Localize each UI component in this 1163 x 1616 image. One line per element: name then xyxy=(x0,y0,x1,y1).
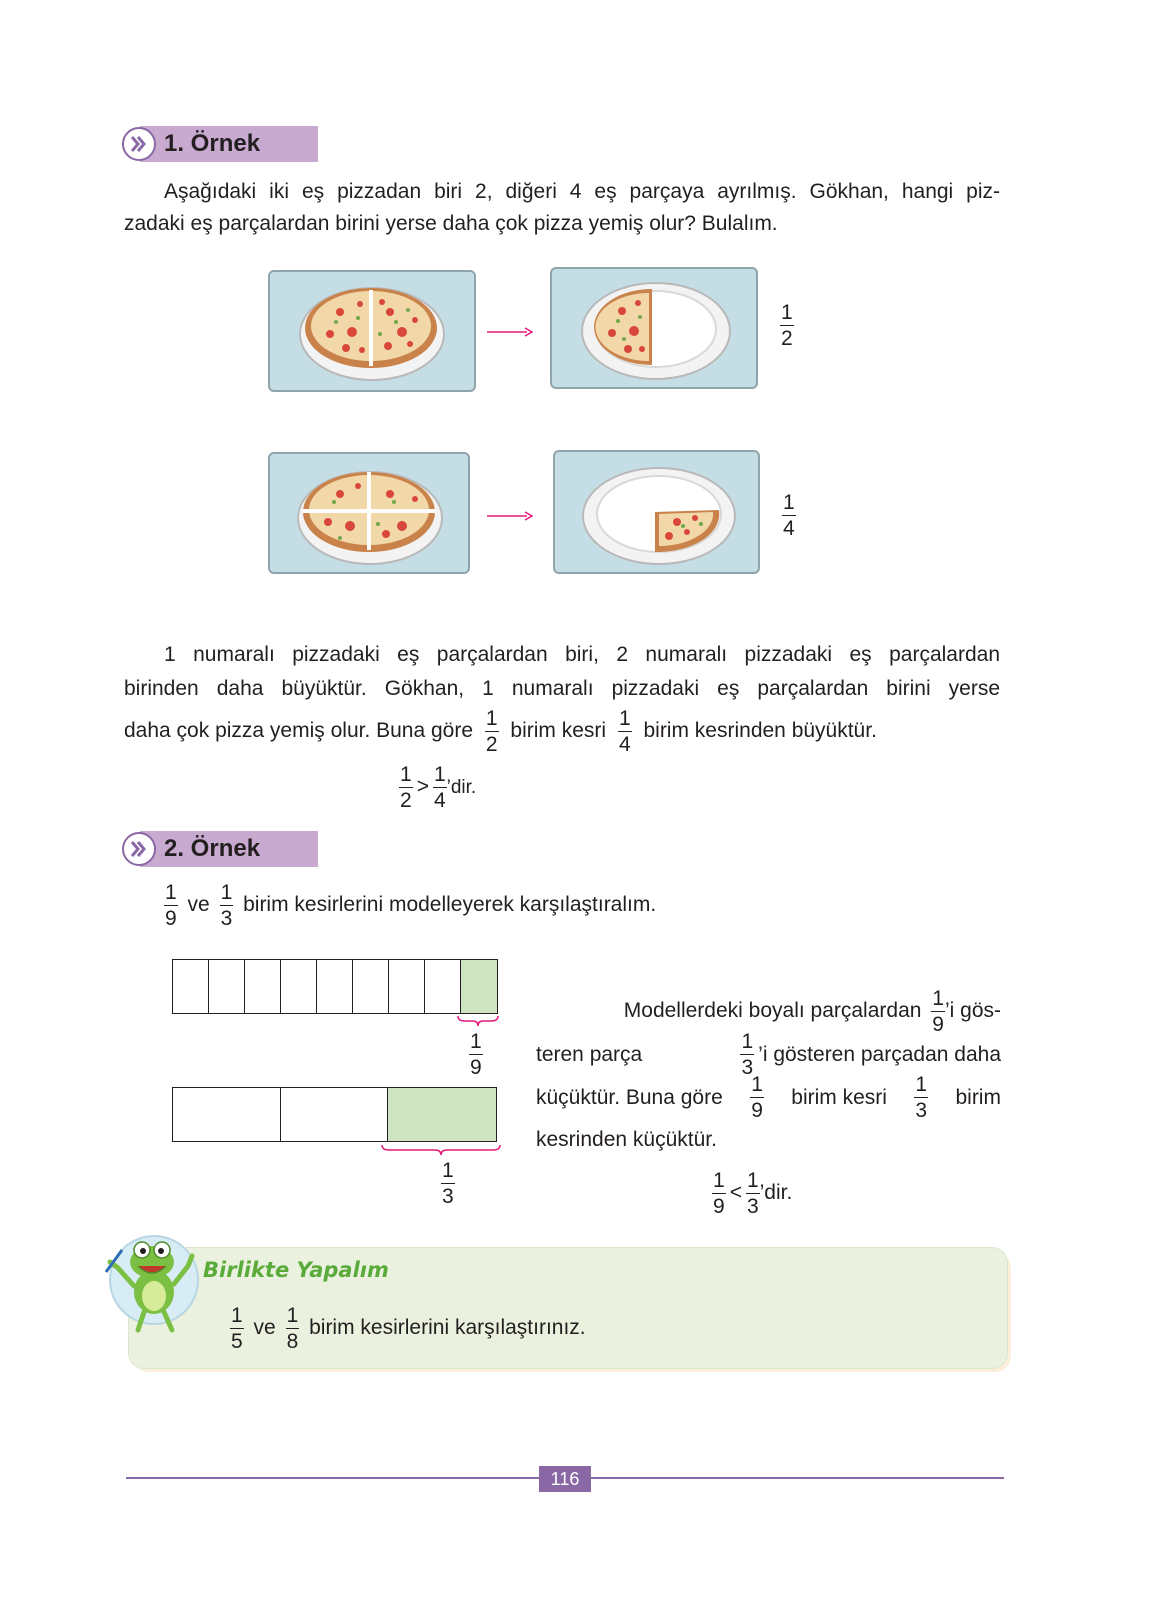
double-chevron-icon xyxy=(122,832,156,866)
fraction-numerator: 1 xyxy=(618,706,631,730)
fraction-ninth xyxy=(712,1170,726,1217)
fraction-denominator: 3 xyxy=(746,1194,759,1218)
para-text: birim kesri xyxy=(791,1085,887,1109)
example-1-para-line1: 1 numaralı pizzadaki eş parçalardan biri, 2 numaralı pizzadaki eş parçalardan xyxy=(164,643,1000,666)
fraction-third xyxy=(914,1074,928,1121)
model-cell xyxy=(209,960,245,1013)
para-text: birim kesrinden büyüktür. xyxy=(643,719,877,742)
model-cell xyxy=(281,1088,389,1141)
fraction-numerator: 1 xyxy=(932,987,944,1010)
fraction-numerator: 1 xyxy=(746,1168,759,1192)
example-2-para-line1 xyxy=(536,988,1001,1035)
fraction-denominator: 4 xyxy=(433,788,446,812)
model-cell xyxy=(245,960,281,1013)
fraction-denominator: 8 xyxy=(286,1329,299,1353)
fraction-fifth xyxy=(230,1305,244,1352)
example-2-intro xyxy=(160,880,656,930)
fraction-denominator: 9 xyxy=(751,1099,763,1122)
double-chevron-icon xyxy=(122,127,156,161)
fraction-third xyxy=(740,1031,754,1078)
example-1-para-line3 xyxy=(124,706,1024,756)
fraction-denominator: 3 xyxy=(741,1056,754,1079)
fraction-numerator: 1 xyxy=(741,1030,754,1053)
fraction-denominator: 2 xyxy=(485,732,498,756)
fraction-quarter xyxy=(618,708,632,755)
fraction-third xyxy=(220,882,234,929)
fraction-ninth xyxy=(164,882,178,929)
fraction-ninth xyxy=(750,1074,764,1121)
fraction-numerator: 1 xyxy=(485,706,498,730)
example-1-para-line2: birinden daha büyüktür. Gökhan, 1 numaralı pizzadaki eş parçalardan birini yerse xyxy=(124,677,1000,700)
frog-mascot-icon xyxy=(100,1226,200,1341)
model-cell xyxy=(173,1088,281,1141)
fraction-numerator: 1 xyxy=(470,1030,482,1053)
pizza-half-image xyxy=(552,269,756,387)
para-text: Modellerdeki boyalı parçalardan xyxy=(623,999,922,1023)
comparison-half-quarter xyxy=(395,762,476,813)
fraction-numerator: 1 xyxy=(400,762,412,786)
example-1-intro-line2: zadaki eş parçalardan birini yerse daha çok pizza yemiş olur? Bulalım. xyxy=(124,212,778,235)
fraction-numerator: 1 xyxy=(286,1303,299,1327)
fraction-numerator: 1 xyxy=(220,880,233,904)
pizza-quarter-image xyxy=(555,452,758,572)
para-text: ’i gösteren parçadan daha xyxy=(758,1042,1001,1066)
fraction-third-label xyxy=(441,1160,455,1207)
model-cell xyxy=(425,960,461,1013)
fraction-denominator: 3 xyxy=(220,906,233,930)
fraction-ninth-label xyxy=(469,1031,483,1078)
fraction-numerator: 1 xyxy=(751,1073,763,1096)
fraction-numerator: 1 xyxy=(915,1073,928,1096)
example-1-intro-line1: Aşağıdaki iki eş pizzadan biri 2, diğeri 4 eş parçaya ayrılmış. Gökhan, hangi piz- xyxy=(164,180,1000,203)
fraction-numerator: 1 xyxy=(781,301,793,324)
arrow-right-icon xyxy=(487,509,533,528)
fraction-denominator: 4 xyxy=(618,732,631,756)
fraction-denominator: 9 xyxy=(713,1194,725,1218)
fraction-denominator: 4 xyxy=(783,517,795,540)
fraction-half xyxy=(485,708,499,755)
model-cell xyxy=(173,960,209,1013)
fraction-denominator: 2 xyxy=(781,327,793,350)
para-text: birim kesri xyxy=(510,719,607,742)
fraction-numerator: 1 xyxy=(433,762,446,786)
fraction-quarter-label xyxy=(782,492,796,539)
fraction-numerator: 1 xyxy=(783,491,795,514)
arrow-right-icon xyxy=(487,325,533,344)
together-task xyxy=(226,1303,586,1353)
pizza-quarters-image xyxy=(270,454,468,572)
example-1-badge xyxy=(122,126,322,162)
model-cell xyxy=(389,960,425,1013)
example-2-para-line3 xyxy=(536,1074,1001,1121)
model-thirds xyxy=(172,1087,497,1142)
para-fraction-group xyxy=(736,1031,1001,1078)
model-cell-shaded xyxy=(461,960,497,1013)
comparison-suffix: ’dir. xyxy=(759,1181,793,1204)
page-number: 116 xyxy=(539,1466,591,1492)
badge-title: 1. Örnek xyxy=(164,130,261,157)
intro-text: birim kesirlerini modelleyerek karşılaştıralım. xyxy=(243,893,657,916)
example-2-badge xyxy=(122,831,322,867)
model-ninths xyxy=(172,959,498,1014)
fraction-half-label xyxy=(780,302,794,349)
fraction-denominator: 3 xyxy=(442,1185,454,1208)
fraction-numerator: 1 xyxy=(713,1168,725,1192)
example-2-para-line4: kesrinden küçüktür. xyxy=(536,1128,717,1151)
pizza-panel-whole-halves xyxy=(268,270,476,392)
para-text: küçüktür. Buna göre xyxy=(536,1085,723,1109)
comparison-sign: > xyxy=(416,775,429,798)
fraction-numerator: 1 xyxy=(231,1303,243,1327)
badge-title: 2. Örnek xyxy=(164,835,261,862)
pizza-halves-image xyxy=(270,272,474,390)
fraction-numerator: 1 xyxy=(165,880,177,904)
para-text: birim xyxy=(955,1085,1001,1109)
fraction-denominator: 5 xyxy=(231,1329,243,1353)
model-cell xyxy=(281,960,317,1013)
fraction-eighth xyxy=(286,1305,300,1352)
model-cell-shaded xyxy=(388,1088,496,1141)
para-text: ’i gös- xyxy=(944,999,1001,1023)
para-text: daha çok pizza yemiş olur. Buna göre xyxy=(124,719,474,742)
fraction-ninth xyxy=(931,988,945,1035)
comparison-sign: < xyxy=(729,1181,742,1204)
intro-ve: ve xyxy=(187,893,210,916)
model-cell xyxy=(353,960,389,1013)
pizza-panel-half-eaten xyxy=(550,267,758,389)
fraction-denominator: 2 xyxy=(400,788,412,812)
fraction-third xyxy=(746,1170,760,1217)
fraction-numerator: 1 xyxy=(442,1159,454,1182)
comparison-suffix: ’dir. xyxy=(446,777,477,798)
example-2-para-line2 xyxy=(536,1031,1001,1078)
together-title: Birlikte Yapalım xyxy=(203,1258,389,1282)
fraction-denominator: 9 xyxy=(932,1013,944,1036)
para-text: teren parça xyxy=(536,1042,643,1066)
task-text: birim kesirlerini karşılaştırınız. xyxy=(309,1316,586,1339)
model-cell xyxy=(317,960,353,1013)
pizza-panel-whole-quarters xyxy=(268,452,470,574)
fraction-denominator: 9 xyxy=(470,1056,482,1079)
comparison-ninth-third xyxy=(708,1168,792,1218)
fraction-quarter xyxy=(433,764,447,811)
fraction-denominator: 3 xyxy=(915,1099,928,1122)
fraction-half xyxy=(399,764,413,811)
pizza-panel-quarter-eaten xyxy=(553,450,760,574)
fraction-denominator: 9 xyxy=(165,906,177,930)
task-ve: ve xyxy=(253,1316,276,1339)
